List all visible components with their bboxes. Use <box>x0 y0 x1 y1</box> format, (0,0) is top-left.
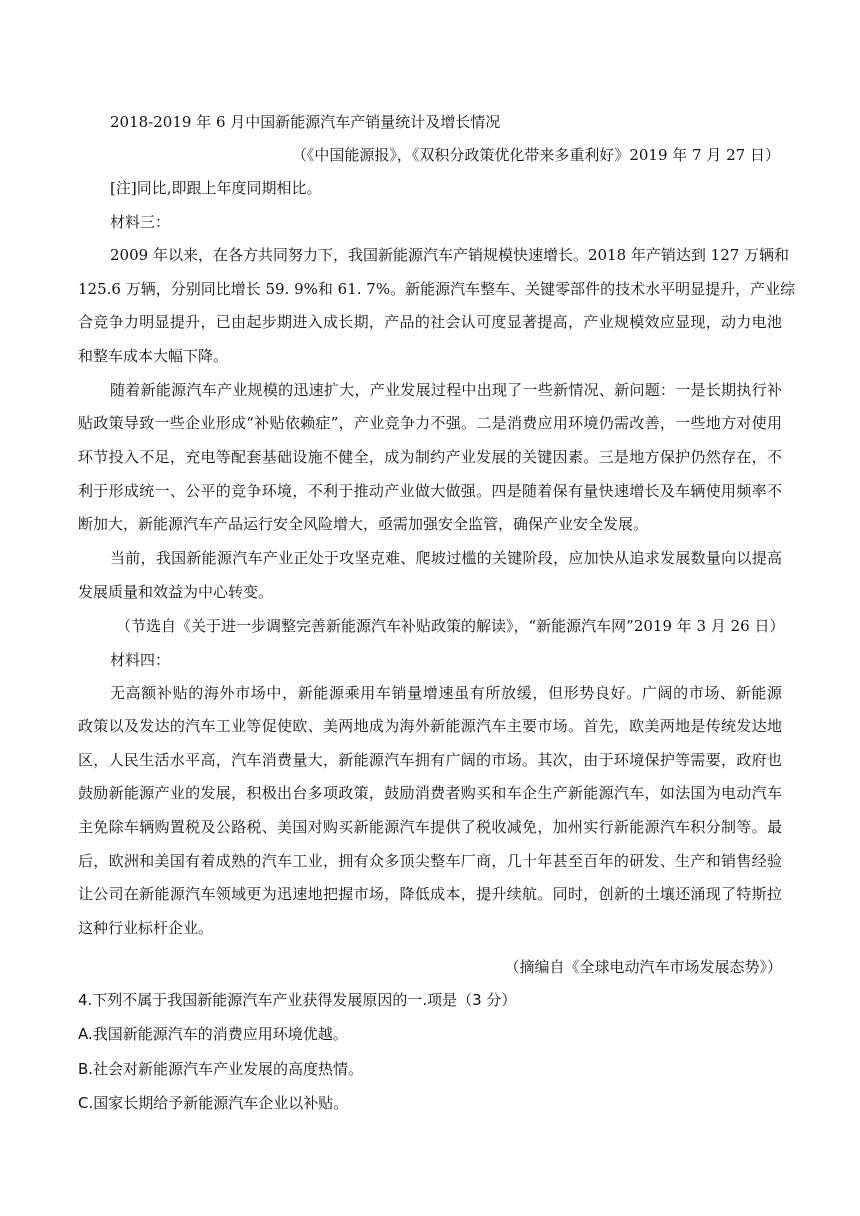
material3-p2-line: 利于形成统一、公平的竞争环境，不利于推动产业做大做强。四是随着保有量快速增长及车辆使用频率不 <box>78 482 782 500</box>
material4-p1-line: 鼓励新能源产业的发展，积极出台多项政策，鼓励消费者购买和车企生产新能源汽车，如法国为电动汽车 <box>78 784 782 802</box>
question-option-a: A.我国新能源汽车的消费应用环境优越。 <box>78 1025 348 1043</box>
material3-p1-line: 合竞争力明显提升，已由起步期进入成长期，产品的社会认可度显著提高，产业规模效应显现，动力电池 <box>78 313 782 331</box>
material4-p1-line: 这种行业标杆企业。 <box>78 919 214 937</box>
material4-p1-line: 后，欧洲和美国有着成熟的汽车工业，拥有众多顶尖整车厂商，几十年甚至百年的研发、生产和销售经验 <box>78 852 782 870</box>
note: [注]同比,即跟上年度同期相比。 <box>110 179 322 197</box>
material3-p2-line: 环节投入不足，充电等配套基础设施不健全，成为制约产业发展的关键因素。三是地方保护仍然存在，不 <box>78 448 782 466</box>
material3-p1-line: 125.6 万辆，分别同比增长 59. 9%和 61. 7%。新能源汽车整车、关键零部件的技术水平明显提升，产业综 <box>78 280 796 298</box>
question-option-b: B.社会对新能源汽车产业发展的高度热情。 <box>78 1060 364 1078</box>
material3-heading: 材料三： <box>110 213 171 231</box>
material4-p1-line: 让公司在新能源汽车领域更为迅速地把握市场，降低成本，提升续航。同时，创新的土壤还涌现了特斯拉 <box>78 885 782 903</box>
question-option-c: C.国家长期给予新能源汽车企业以补贴。 <box>78 1094 349 1112</box>
material4-source: （摘编自《全球电动汽车市场发展态势》） <box>504 958 782 976</box>
material4-heading: 材料四： <box>110 651 171 669</box>
material3-p3-line: 当前，我国新能源汽车产业正处于攻坚克难、爬坡过槛的关键阶段，应加快从追求发展数量向以提高 <box>110 549 782 567</box>
material3-p1-line: 和整车成本大幅下降。 <box>78 347 229 365</box>
material4-p1-line: 主免除车辆购置税及公路税、美国对购买新能源汽车提供了税收减免，加州实行新能源汽车积分制等。最 <box>78 818 782 836</box>
material3-p2-line: 随着新能源汽车产业规模的迅速扩大，产业发展过程中出现了一些新情况、新问题：一是长期执行补 <box>110 381 782 399</box>
material4-p1-line: 区，人民生活水平高，汽车消费量大，新能源汽车拥有广阔的市场。其次，由于环境保护等需要，政府也 <box>78 751 782 769</box>
question-stem: 4.下列不属于我国新能源汽车产业获得发展原因的一.项是（3 分） <box>78 991 517 1009</box>
material4-p1-line: 政策以及发达的汽车工业等促使欧、美两地成为海外新能源汽车主要市场。首先，欧美两地是传统发达地 <box>78 717 782 735</box>
material4-p1-line: 无高额补贴的海外市场中，新能源乘用车销量增速虽有所放缓，但形势良好。广阔的市场、新能源 <box>110 684 782 702</box>
chart-caption: 2018-2019 年 6 月中国新能源汽车产销量统计及增长情况 <box>110 113 501 131</box>
material3-p2-line: 断加大，新能源汽车产品运行安全风险增大，亟需加强安全监管，确保产业安全发展。 <box>78 515 649 533</box>
material3-p1-line: 2009 年以来，在各方共同努力下，我国新能源汽车产销规模快速增长。2018 年产销达到 127 万辆和 <box>110 246 790 264</box>
material3-source: （节选自《关于进一步调整完善新能源汽车补贴政策的解读》，“新能源汽车网”2019 年 3 月 26 日） <box>116 617 785 635</box>
material3-p3-line: 发展质量和效益为中心转变。 <box>78 583 274 601</box>
material3-p2-line: 贴政策导致一些企业形成“补贴依赖症”，产业竞争力不强。二是消费应用环境仍需改善，一些地方对使用 <box>78 414 782 432</box>
chart-source: （《中国能源报》，《双积分政策优化带来多重利好》2019 年 7 月 27 日） <box>291 146 780 164</box>
